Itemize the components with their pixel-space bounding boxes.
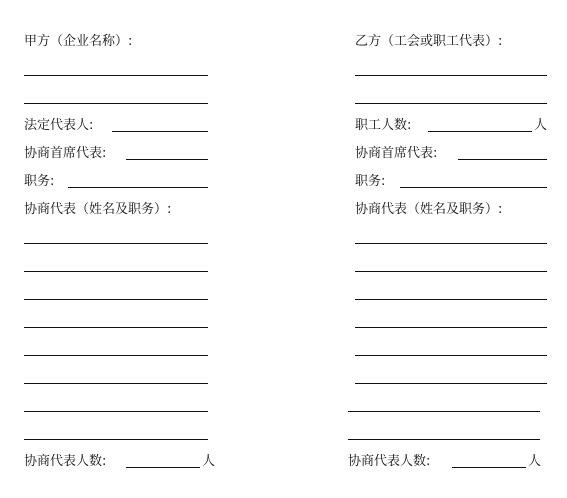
- party-b-position-line[interactable]: [400, 187, 547, 188]
- party-a-name-line-1[interactable]: [24, 75, 208, 76]
- party-a-rep-count-label: 协商代表人数:: [24, 454, 107, 469]
- party-a-rep-line[interactable]: [24, 243, 208, 244]
- party-b-heading: 乙方（工会或职工代表）:: [355, 34, 503, 49]
- party-b-rep-line[interactable]: [355, 271, 547, 272]
- party-b-name-line-1[interactable]: [355, 75, 547, 76]
- party-a-rep-line[interactable]: [24, 439, 208, 440]
- party-a-rep-line[interactable]: [24, 271, 208, 272]
- party-a-legal-rep-line[interactable]: [112, 131, 208, 132]
- party-a-name-line-2[interactable]: [24, 103, 208, 104]
- party-b-reps-label: 协商代表（姓名及职务）:: [355, 202, 503, 217]
- party-b-rep-line[interactable]: [348, 411, 540, 412]
- party-a-rep-line[interactable]: [24, 299, 208, 300]
- party-b-rep-line[interactable]: [355, 327, 547, 328]
- party-b-rep-line[interactable]: [348, 439, 540, 440]
- party-b-chief-rep-label: 协商首席代表:: [355, 146, 438, 161]
- party-a-chief-rep-label: 协商首席代表:: [24, 146, 107, 161]
- party-a-heading: 甲方（企业名称）:: [24, 34, 133, 49]
- party-a-rep-line[interactable]: [24, 411, 208, 412]
- party-b-chief-rep-line[interactable]: [458, 159, 547, 160]
- party-a-reps-label: 协商代表（姓名及职务）:: [24, 202, 172, 217]
- party-b-rep-count-label: 协商代表人数:: [348, 454, 431, 469]
- party-b-name-line-2[interactable]: [355, 103, 547, 104]
- party-a-rep-count-unit: 人: [202, 454, 216, 469]
- party-a-rep-line[interactable]: [24, 383, 208, 384]
- party-b-rep-line[interactable]: [355, 383, 547, 384]
- party-a-rep-line[interactable]: [24, 327, 208, 328]
- party-a-position-line[interactable]: [68, 187, 208, 188]
- party-b-rep-count-line[interactable]: [452, 467, 526, 468]
- party-a-chief-rep-line[interactable]: [126, 159, 208, 160]
- party-a-position-label: 职务:: [24, 174, 55, 189]
- party-b-employee-count-line[interactable]: [428, 131, 532, 132]
- party-b-employee-count-label: 职工人数:: [355, 118, 412, 133]
- party-a-rep-count-line[interactable]: [126, 467, 200, 468]
- party-a-rep-line[interactable]: [24, 355, 208, 356]
- party-b-employee-count-unit: 人: [534, 118, 548, 133]
- party-b-rep-count-unit: 人: [528, 454, 542, 469]
- party-a-legal-rep-label: 法定代表人:: [24, 118, 94, 133]
- party-b-rep-line[interactable]: [355, 355, 547, 356]
- party-b-position-label: 职务:: [355, 174, 386, 189]
- party-b-rep-line[interactable]: [355, 243, 547, 244]
- party-b-rep-line[interactable]: [355, 299, 547, 300]
